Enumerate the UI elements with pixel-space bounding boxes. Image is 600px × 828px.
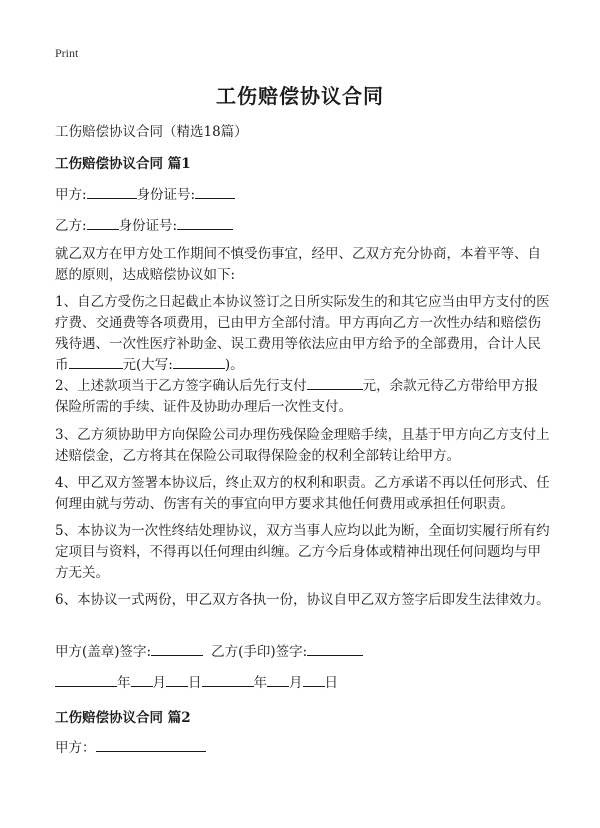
party-a-id-blank [195, 185, 235, 199]
section-2-party-a-line [55, 736, 206, 756]
party-b-label: 乙方: [55, 218, 87, 234]
clause-1 [55, 292, 550, 376]
date-line [55, 671, 338, 691]
print-label[interactable]: Print [55, 46, 79, 60]
id-label-b: 身份证号: [118, 218, 178, 234]
day-a-blank [166, 673, 188, 687]
clause-3: 3、乙方须协助甲方向保险公司办理伤残保险金理赔手续，且基于甲方向乙方支付上述赔偿金，乙方将其在保险公司取得保险金的权利全部转让给甲方。 [55, 427, 550, 464]
party-a-label: 甲方: [55, 187, 87, 203]
sign-a-label: 甲方(盖章)签字: [55, 644, 152, 660]
clause-2 [55, 376, 550, 418]
section-heading-2: 工伤赔偿协议合同 篇2 [55, 710, 191, 726]
clause-4: 4、甲乙双方签署本协议后，终止双方的权利和职责。乙方承诺不再以任何形式、任何理由就与劳动、伤害有关的事宜向甲方要求其他任何费用或承担任何职责。 [55, 475, 550, 512]
clause-1-capital-blank [173, 355, 225, 369]
month-b-label: 月 [289, 675, 303, 691]
section-2-party-a-blank [96, 738, 206, 752]
section-heading-1: 工伤赔偿协议合同 篇1 [55, 156, 191, 172]
year-a-label: 年 [117, 675, 131, 691]
clause-1-text: 1、自乙方受伤之日起截止本协议签订之日所实际发生的和其它应当由甲方支付的医疗费、交通费等各项费用，已由甲方全部付清。甲方再向乙方一次性办结和赔偿伤残待遇、一次性医疗补助金、误工费用等依法应由甲方给予的全部费用，合计人民币 [55, 294, 550, 373]
signature-line [55, 640, 363, 660]
month-a-blank [131, 673, 153, 687]
year-b-blank [202, 673, 254, 687]
clause-5: 5、本协议为一次性终结处理协议，双方当事人应均以此为断，全面切实履行所有约定项目与资料，不得再以任何理由纠缠。乙方今后身体或精神出现任何问题均与甲方无关。 [55, 523, 550, 581]
party-a-line [55, 183, 235, 203]
clause-1-yuan: 元(大写: [122, 357, 173, 373]
clause-2-start: 2、上述款项当于乙方签字确认后先行支付 [55, 378, 307, 394]
party-b-id-blank [177, 216, 233, 230]
day-b-label: 日 [324, 675, 338, 691]
document-subtitle: 工伤赔偿协议合同（精选18篇） [55, 124, 248, 140]
document-title: 工伤赔偿协议合同 [216, 84, 384, 108]
intro-paragraph: 就乙双方在甲方处工作期间不慎受伤事宜，经甲、乙双方充分协商，本着平等、自愿的原则，达成赔偿协议如下: [55, 246, 541, 283]
sign-b-blank [307, 642, 363, 656]
sign-a-blank [151, 642, 203, 656]
month-b-blank [267, 673, 289, 687]
id-label-a: 身份证号: [136, 187, 196, 203]
clause-2-rest: 元，余款元待乙方带给甲方报保险所需的手续、证件及协助办理后一次性支付。 [55, 378, 539, 415]
clause-1-amount-blank [69, 355, 123, 369]
party-a-name-blank [87, 185, 137, 199]
clause-6: 6、本协议一式两份，甲乙双方各执一份，协议自甲乙双方签字后即发生法律效力。 [55, 592, 550, 608]
party-b-line [55, 214, 233, 234]
clause-1-end: )。 [224, 357, 244, 373]
month-a-label: 月 [152, 675, 166, 691]
year-a-blank [55, 673, 117, 687]
party-b-name-blank [87, 216, 119, 230]
day-a-label: 日 [188, 675, 202, 691]
clause-2-amount-blank [307, 376, 363, 390]
sign-b-label: 乙方(手印)签字: [211, 644, 308, 660]
section-2-party-a-label: 甲方： [55, 740, 96, 756]
year-b-label: 年 [253, 675, 267, 691]
day-b-blank [303, 673, 325, 687]
